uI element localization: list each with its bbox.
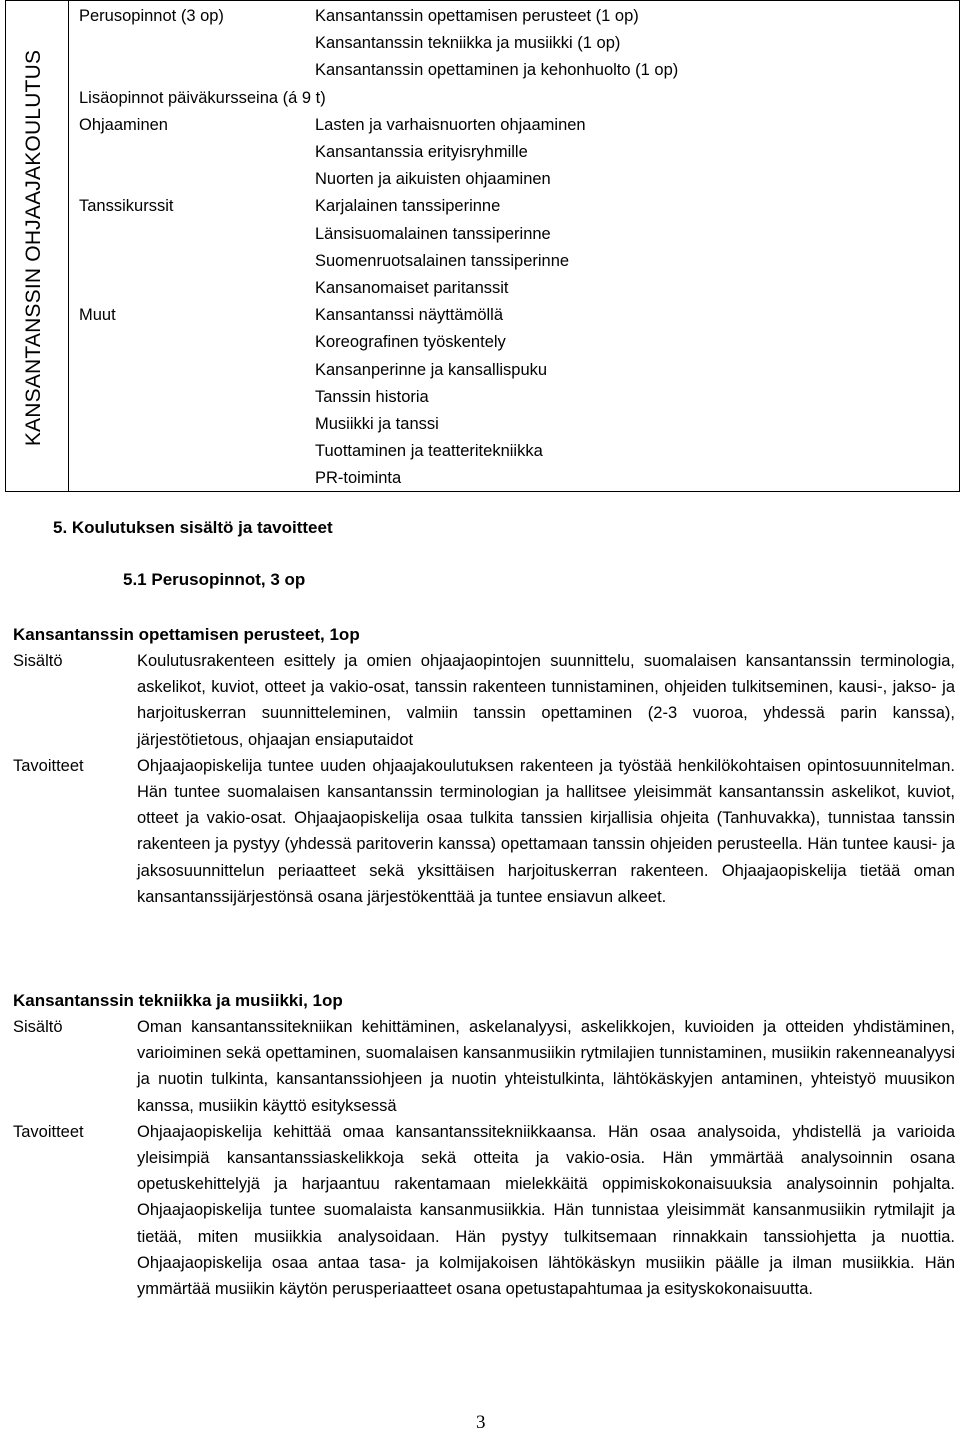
table-course-cell: Karjalainen tanssiperinne	[315, 197, 501, 216]
section-title: Kansantanssin opettamisen perusteet, 1op	[13, 625, 360, 644]
content-text: Koulutusrakenteen esittely ja omien ohjaajaopintojen suunnittelu, suomalaisen kansantanssin terminologia, askelikot, kuviot, otteet ja vakio-osat, tanssin rakenteen tunnistaminen, ohjeiden tulkitseminen, kausi-, jakso- ja harjoituskerran suunnitteleminen, valmiin tanssin opettaminen (2-3 vuoroa, yhdessä parin kanssa), järjestötietous, ohjaajan ensiaputaidot	[137, 652, 955, 749]
section-course-2	[13, 988, 955, 1302]
table-course-cell: Nuorten ja aikuisten ohjaaminen	[315, 170, 551, 189]
table-course-cell: Koreografinen työskentely	[315, 333, 506, 352]
table-category-cell: Muut	[79, 306, 116, 325]
table-course-cell: Kansantanssin tekniikka ja musiikki (1 op)	[315, 34, 621, 53]
table-course-cell: Kansantanssi näyttämöllä	[315, 306, 504, 325]
table-course-cell: Länsisuomalainen tanssiperinne	[315, 224, 551, 243]
table-course-cell: Suomenruotsalainen tanssiperinne	[315, 251, 570, 270]
table-course-cell: Kansanomaiset paritanssit	[315, 279, 509, 297]
table-course-cell: PR-toiminta	[315, 469, 402, 488]
goals-text: Ohjaajaopiskelija kehittää omaa kansantanssitekniikkaansa. Hän osaa analysoida, yhdistellä ja varioida yleisimpiä kansantanssiaskelikkoja sekä otteita ja vakio-osia. Hän ymmärtää analysoinnin osana opetuskehittelyjä ja harjaantuu rakentamaan mielekkäitä oppimiskokonaisuuksia analysoinnin pohjalta. Ohjaajaopiskelija tuntee suomalaista kansanmusiikkia. Hän tunnistaa yleisimmät kansanmusiikin rytmilajit ja tietää, miten musiikkia analysoidaan. Hän pystyy tulkitsemaan rinnakkain tanssiohjetta ja nuottia. Ohjaajaopiskelija osaa antaa tasa- ja kolmijakoisen lähtökäskyn musiikin päälle ja ilman musiikkia. Hän ymmärtää musiikin käytön perusperiaatteet osana opetustapahtumaa ja esityskokonaisuutta.	[137, 1122, 955, 1299]
table-course-cell: Tuottaminen ja teatteritekniikka	[315, 442, 543, 461]
content-field	[13, 1014, 955, 1119]
content-text: Oman kansantanssitekniikan kehittäminen, askelanalyysi, askelikkojen, kuvioiden ja otteiden yhdistäminen, varioiminen sekä opettaminen, suomalaisen kansanmusiikin rytmilajien tunnistaminen, musiikin rakenneanalyysi ja nuotin tulkinta, kansantanssiohjeen ja nuotin yhteistulkinta, lähtökäskyjen antaminen, yhteistyö muusikon kanssa, musiikin käyttö esityksessä	[137, 1018, 955, 1115]
table-divider	[68, 0, 69, 492]
vertical-table-title: KANSANTANSSIN OHJAAJAKOULUTUS	[22, 49, 45, 447]
table-course-cell: Tanssin historia	[315, 387, 429, 406]
goals-field	[13, 753, 955, 910]
chapter-heading: 5. Koulutuksen sisältö ja tavoitteet	[53, 518, 333, 537]
table-course-cell: Kansanperinne ja kansallispuku	[315, 360, 548, 379]
table-border-left	[5, 0, 6, 492]
content-label: Sisältö	[13, 1018, 63, 1036]
page-number: 3	[476, 1412, 486, 1433]
table-border-bottom	[5, 491, 960, 492]
section-title: Kansantanssin tekniikka ja musiikki, 1op	[13, 991, 343, 1010]
table-category-cell: Lisäopinnot päiväkursseina (á 9 t)	[79, 88, 326, 107]
table-course-cell: Kansantanssia erityisryhmille	[315, 143, 528, 161]
table-category-cell: Ohjaaminen	[79, 115, 168, 134]
subchapter-heading: 5.1 Perusopinnot, 3 op	[123, 570, 306, 589]
table-category-cell: Tanssikurssit	[79, 197, 174, 216]
table-border-top	[5, 0, 960, 1]
table-course-cell: Kansantanssin opettamisen perusteet (1 op)	[315, 7, 639, 25]
section-course-1	[13, 622, 955, 910]
goals-field	[13, 1119, 955, 1302]
table-category-cell: Perusopinnot (3 op)	[79, 7, 224, 25]
table-course-cell: Musiikki ja tanssi	[315, 415, 439, 433]
table-course-cell: Kansantanssin opettaminen ja kehonhuolto (1 op)	[315, 61, 679, 80]
table-course-cell: Lasten ja varhaisnuorten ohjaaminen	[315, 115, 586, 134]
goals-label: Tavoitteet	[13, 1122, 84, 1141]
goals-text: Ohjaajaopiskelija tuntee uuden ohjaajakoulutuksen rakenteen ja työstää henkilökohtaisen opintosuunnitelman. Hän tuntee suomalaisen kansantanssin terminologian ja hallitsee yleisimmät kansantanssin askelikot, kuviot, otteet ja vakio-osat. Ohjaajaopiskelija osaa tulkita tanssien kirjallisia ohjeita (Tanhuvakka), tunnistaa tanssin rakenteen ja pystyy (yhdessä paritoverin kanssa) opettamaan tanssin ohjeiden perusteella. Hän tuntee kausi- ja jaksosuunnittelun periaatteet sekä yksittäisen harjoituskerran rakenteen. Ohjaajaopiskelija tietää oman kansantanssijärjestönsä osana järjestökenttää ja tuntee ensiavun alkeet.	[137, 756, 955, 906]
goals-label: Tavoitteet	[13, 756, 84, 775]
content-label: Sisältö	[13, 652, 63, 670]
content-field	[13, 648, 955, 753]
